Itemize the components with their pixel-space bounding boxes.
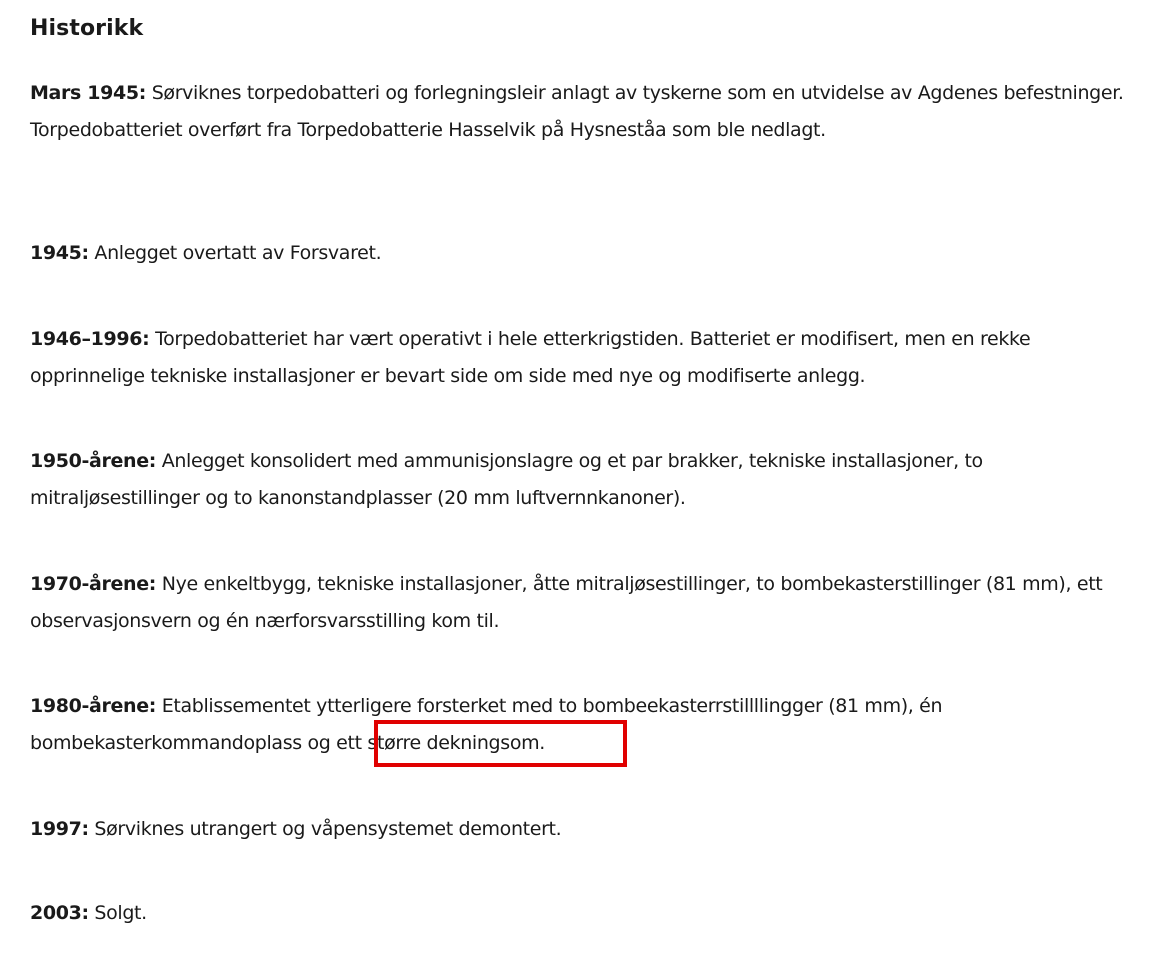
history-entry-2003	[30, 895, 1130, 932]
history-entry-1980-arene	[30, 688, 1130, 762]
history-entry-1970-arene	[30, 566, 1130, 640]
history-heading: Historikk	[30, 16, 144, 41]
entry-text: Sørviknes torpedobatteri og forlegningsleir anlagt av tyskerne som en utvidelse av Agdenes befestninger. Torpedobatteriet overført fra Torpedobatterie Hasselvik på Hysneståa som ble nedlagt.	[30, 82, 1124, 141]
history-entry-1945	[30, 235, 1130, 272]
entry-label: 1980-årene:	[30, 695, 157, 717]
entry-label: 2003:	[30, 902, 89, 924]
entry-label: 1970-årene:	[30, 573, 157, 595]
entry-text: Anlegget overtatt av Forsvaret.	[88, 242, 382, 264]
entry-text: Etablissementet ytterligere forsterket med to bombeekasterrstillllingger (81 mm), én bombekasterkommandoplass og ett større dekningsom.	[30, 695, 943, 754]
history-entry-1946-1996	[30, 321, 1130, 395]
entry-text: Solgt.	[88, 902, 147, 924]
entry-label: 1950-årene:	[30, 450, 157, 472]
entry-label: 1997:	[30, 818, 89, 840]
history-entry-1997	[30, 811, 1130, 848]
history-entry-mars-1945	[30, 75, 1130, 149]
entry-label: Mars 1945:	[30, 82, 147, 104]
entry-text: Anlegget konsolidert med ammunisjonslagre og et par brakker, tekniske installasjoner, to mitraljøsestillinger og to kanonstandplasser (20 mm luftvernnkanoner).	[30, 450, 983, 509]
entry-label: 1946–1996:	[30, 328, 150, 350]
history-entry-1950-arene	[30, 443, 1130, 517]
entry-label: 1945:	[30, 242, 89, 264]
entry-text: Sørviknes utrangert og våpensystemet demontert.	[88, 818, 562, 840]
entry-text: Torpedobatteriet har vært operativt i hele etterkrigstiden. Batteriet er modifisert, men en rekke opprinnelige tekniske installasjoner er bevart side om side med nye og modifiserte anlegg.	[30, 328, 1031, 387]
entry-text: Nye enkeltbygg, tekniske installasjoner, åtte mitraljøsestillinger, to bombekasterstillinger (81 mm), ett observasjonsvern og én nærforsvarsstilling kom til.	[30, 573, 1103, 632]
